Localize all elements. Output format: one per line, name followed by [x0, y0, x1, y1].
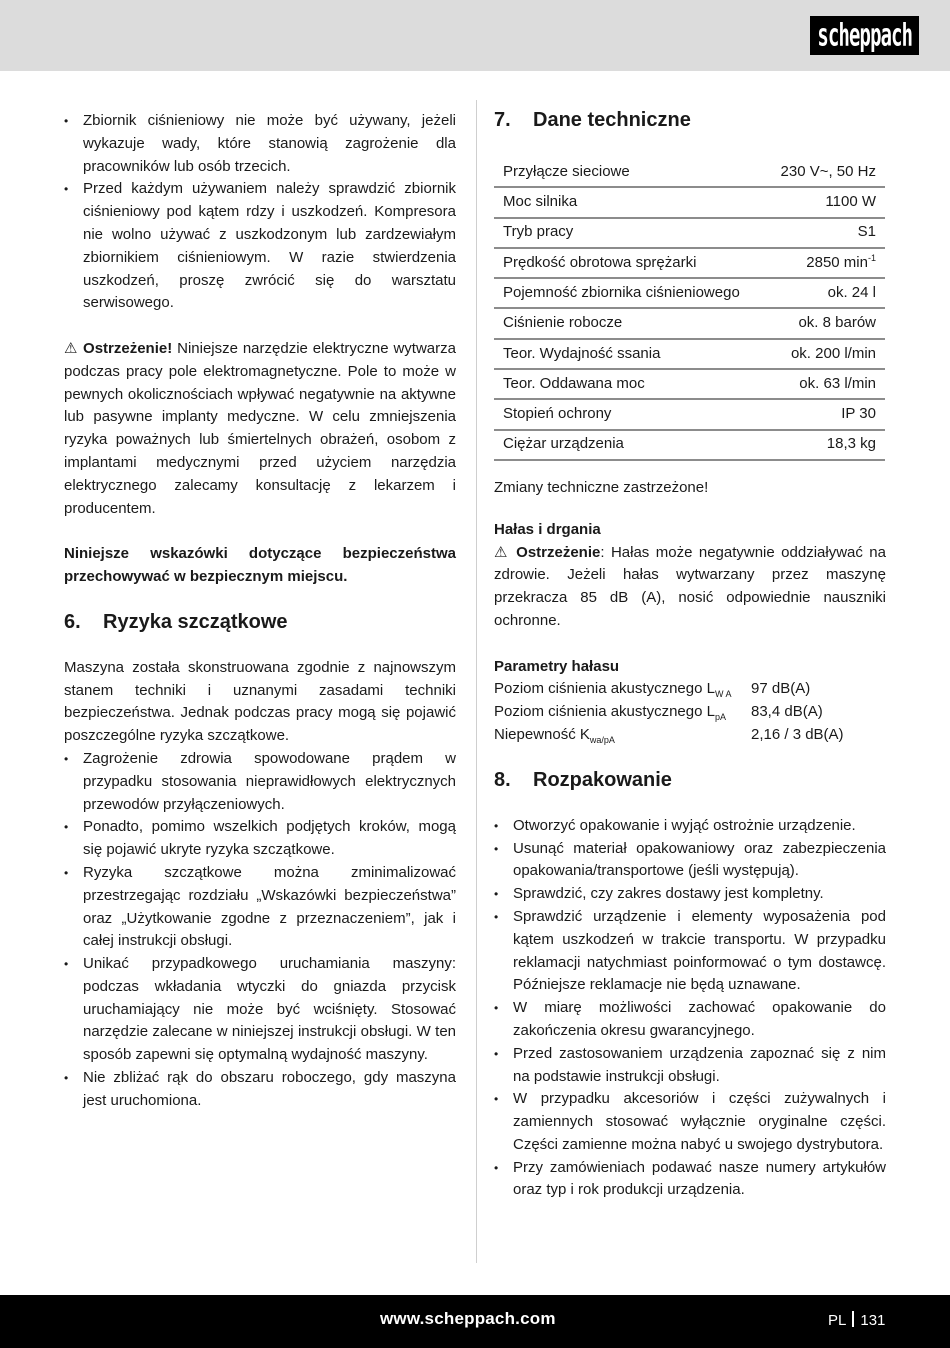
- table-row: [494, 158, 885, 187]
- warning-text: : Hałas może negatywnie oddziaływać na zdrowie. Jeżeli hałas wytwarzany przez maszynę przekracza 85 dB (A), nosić odpowiednie nauszniki ochronne.: [494, 543, 886, 629]
- list-item: • Zagrożenie zdrowia spowodowane prądem w przypadku stosowania nieprawidłowych elektrycznych przewodów przyłączeniowych.: [64, 748, 456, 816]
- section-number: 7.: [494, 109, 511, 131]
- noise-warning: [494, 542, 886, 633]
- param-label: [494, 678, 751, 701]
- noise-params-heading: Parametry hałasu: [494, 657, 620, 675]
- table-row: [494, 399, 885, 429]
- noise-heading: Hałas i drgania: [494, 520, 601, 538]
- spec-value: ok. 200 l/min: [765, 339, 886, 369]
- separator: [852, 1311, 854, 1327]
- list-item: • W przypadku akcesoriów i części zużywalnych i zamiennych stosować wyłącznie oryginalne części. Części zamienne można nabyć u swojego dystrybutora.: [494, 1088, 886, 1156]
- spec-value: ok. 8 barów: [765, 308, 886, 338]
- page-indicator: [828, 1311, 885, 1329]
- spec-value: IP 30: [765, 399, 886, 429]
- section-8-heading: [494, 767, 886, 793]
- table-row: [494, 369, 885, 399]
- param-label-text: Niepewność K: [494, 725, 590, 743]
- section-title: Rozpakowanie: [533, 768, 672, 791]
- spec-value: [765, 248, 886, 278]
- table-row: [494, 218, 885, 248]
- spec-label: Ciężar urządzenia: [494, 430, 765, 460]
- page-number: 131: [860, 1312, 886, 1329]
- spec-label: Pojemność zbiornika ciśnieniowego: [494, 278, 765, 308]
- list-item: • Zbiornik ciśnieniowy nie może być używany, jeżeli wykazuje wady, które stanowią zagrożenie dla pracowników lub osób trzecich.: [64, 110, 456, 178]
- column-divider: [476, 100, 477, 1263]
- footer-bar: [0, 1295, 950, 1348]
- section-6-heading: [64, 609, 456, 635]
- list-item: • Sprawdzić urządzenie i elementy wyposażenia pod kątem uszkodzeń w trakcie transportu. W przypadku reklamacji natychmiast poinformować o tym dostawcę. Późniejsze reklamacje nie będą uznawane.: [494, 906, 886, 997]
- unpacking-list: [494, 815, 886, 1203]
- noise-param-row: [494, 678, 886, 701]
- param-value: 2,16 / 3 dB(A): [751, 725, 844, 743]
- list-item: • Przed każdym używaniem należy sprawdzić zbiornik ciśnieniowy pod kątem rdzy i uszkodzeń. Kompresora nie wolno używać z uszkodzonym lub zardzewiałym zbiornikiem ciśnieniowym. W razie stwierdzenia uszkodzeń, proszę zwrócić się do warsztatu serwisowego.: [64, 178, 456, 315]
- language-code: PL: [828, 1312, 847, 1329]
- header-bar: [0, 0, 950, 71]
- list-item: • Ryzyka szczątkowe można zminimalizować przestrzegając rozdziału „Wskazówki bezpieczeństwa” oraz „Użytkowanie zgodne z przeznaczeniem”, jak i całej instrukcji obsługi.: [64, 862, 456, 953]
- table-row: [494, 308, 885, 338]
- residual-risks-intro: Maszyna została skonstruowana zgodnie z najnowszym stanem techniki i uznanymi zasadami techniki bezpieczeństwa. Jednak podczas pracy mogą się pojawić poszczególne ryzyka szczątkowe.: [64, 658, 456, 745]
- spec-label: Moc silnika: [494, 187, 765, 217]
- list-item: • W miarę możliwości zachować opakowanie do zakończenia okresu gwarancyjnego.: [494, 997, 886, 1043]
- list-item: • Nie zbliżać rąk do obszaru roboczego, gdy maszyna jest uruchomiona.: [64, 1067, 456, 1113]
- emf-warning: [64, 338, 456, 520]
- list-item: • Sprawdzić, czy zakres dostawy jest kompletny.: [494, 883, 886, 906]
- param-label-text: Poziom ciśnienia akustycznego L: [494, 703, 715, 721]
- noise-params: [494, 678, 886, 746]
- warning-triangle-icon: ⚠: [494, 543, 510, 561]
- spec-label: Przyłącze sieciowe: [494, 158, 765, 187]
- logo-text: scheppach: [817, 17, 912, 54]
- section-title: Dane techniczne: [533, 109, 691, 131]
- table-row: [494, 248, 885, 278]
- spec-value: ok. 63 l/min: [765, 369, 886, 399]
- list-item: • Ponadto, pomimo wszelkich podjętych kroków, mogą się pojawić ukryte ryzyka szczątkowe.: [64, 816, 456, 862]
- warning-triangle-icon: ⚠: [64, 339, 79, 357]
- tech-specs-table: [494, 158, 885, 461]
- section-title: Ryzyka szczątkowe: [103, 610, 288, 633]
- section-number: 6.: [64, 610, 81, 633]
- param-label-subscript: wa/pA: [589, 734, 615, 745]
- param-label-subscript: W A: [714, 689, 732, 700]
- spec-value-main: 2850 min: [806, 253, 868, 271]
- right-column: [494, 110, 886, 1202]
- spec-value: 18,3 kg: [765, 430, 886, 460]
- technical-changes-note: Zmiany techniczne zastrzeżone!: [494, 478, 709, 496]
- table-row: [494, 339, 885, 369]
- spec-value: S1: [765, 218, 886, 248]
- param-label-text: Poziom ciśnienia akustycznego L: [494, 680, 715, 698]
- spec-label: Prędkość obrotowa sprężarki: [494, 248, 765, 278]
- param-label-subscript: pA: [714, 712, 726, 723]
- list-item: • Otworzyć opakowanie i wyjąć ostrożnie urządzenie.: [494, 815, 886, 838]
- scheppach-logo: [810, 16, 919, 55]
- param-value: 97 dB(A): [751, 680, 811, 698]
- left-column: [64, 110, 456, 1113]
- spec-value-exponent: -1: [867, 252, 876, 263]
- list-item: • Unikać przypadkowego uruchamiania maszyny: podczas wkładania wtyczki do gniazda przycisk uruchamiający nie może być wciśnięty. Stosować narzędzie zalecane w niniejszej instrukcji obsługi. W ten sposób zapewni się optymalną wydajność maszyny.: [64, 953, 456, 1067]
- warning-label: Ostrzeżenie: [516, 543, 601, 561]
- warning-text: Niniejsze narzędzie elektryczne wytwarza podczas pracy pole elektromagnetyczne. Pole to może w pewnych okolicznościach wpływać negatywnie na aktywne lub pasywne implanty medyczne. W celu zmniejszenia ryzyka poważnych lub śmiertelnych obrażeń, osobom z implantami medycznymi przed użyciem narzędzia elektrycznego zalecamy konsultację z lekarzem i producentem.: [64, 339, 456, 517]
- warning-label: Ostrzeżenie!: [83, 339, 173, 357]
- param-label: [494, 701, 751, 724]
- website-link[interactable]: www.scheppach.com: [380, 1309, 556, 1328]
- param-value: 83,4 dB(A): [751, 703, 823, 721]
- noise-param-row: [494, 701, 886, 724]
- param-label: [494, 724, 751, 747]
- noise-param-row: [494, 724, 886, 747]
- list-item: • Przy zamówieniach podawać nasze numery artykułów oraz typ i rok produkcji urządzenia.: [494, 1157, 886, 1203]
- table-row: [494, 430, 885, 460]
- table-row: [494, 278, 885, 308]
- spec-value: 1100 W: [765, 187, 886, 217]
- spec-label: Tryb pracy: [494, 218, 765, 248]
- section-7-heading: [494, 107, 886, 133]
- spec-value: ok. 24 l: [765, 278, 886, 308]
- spec-label: Stopień ochrony: [494, 399, 765, 429]
- table-row: [494, 187, 885, 217]
- list-item: • Usunąć materiał opakowaniowy oraz zabezpieczenia opakowania/transportowe (jeśli występują).: [494, 838, 886, 884]
- spec-label: Teor. Oddawana moc: [494, 369, 765, 399]
- spec-value: 230 V~, 50 Hz: [765, 158, 886, 187]
- keep-instructions-notice: Niniejsze wskazówki dotyczące bezpieczeństwa przechowywać w bezpiecznym miejscu.: [64, 545, 456, 585]
- tank-safety-list: [64, 110, 456, 315]
- spec-label: Teor. Wydajność ssania: [494, 339, 765, 369]
- list-item: • Przed zastosowaniem urządzenia zapoznać się z nim na podstawie instrukcji obsługi.: [494, 1043, 886, 1089]
- spec-label: Ciśnienie robocze: [494, 308, 765, 338]
- section-number: 8.: [494, 768, 511, 791]
- residual-risks-list: [64, 748, 456, 1113]
